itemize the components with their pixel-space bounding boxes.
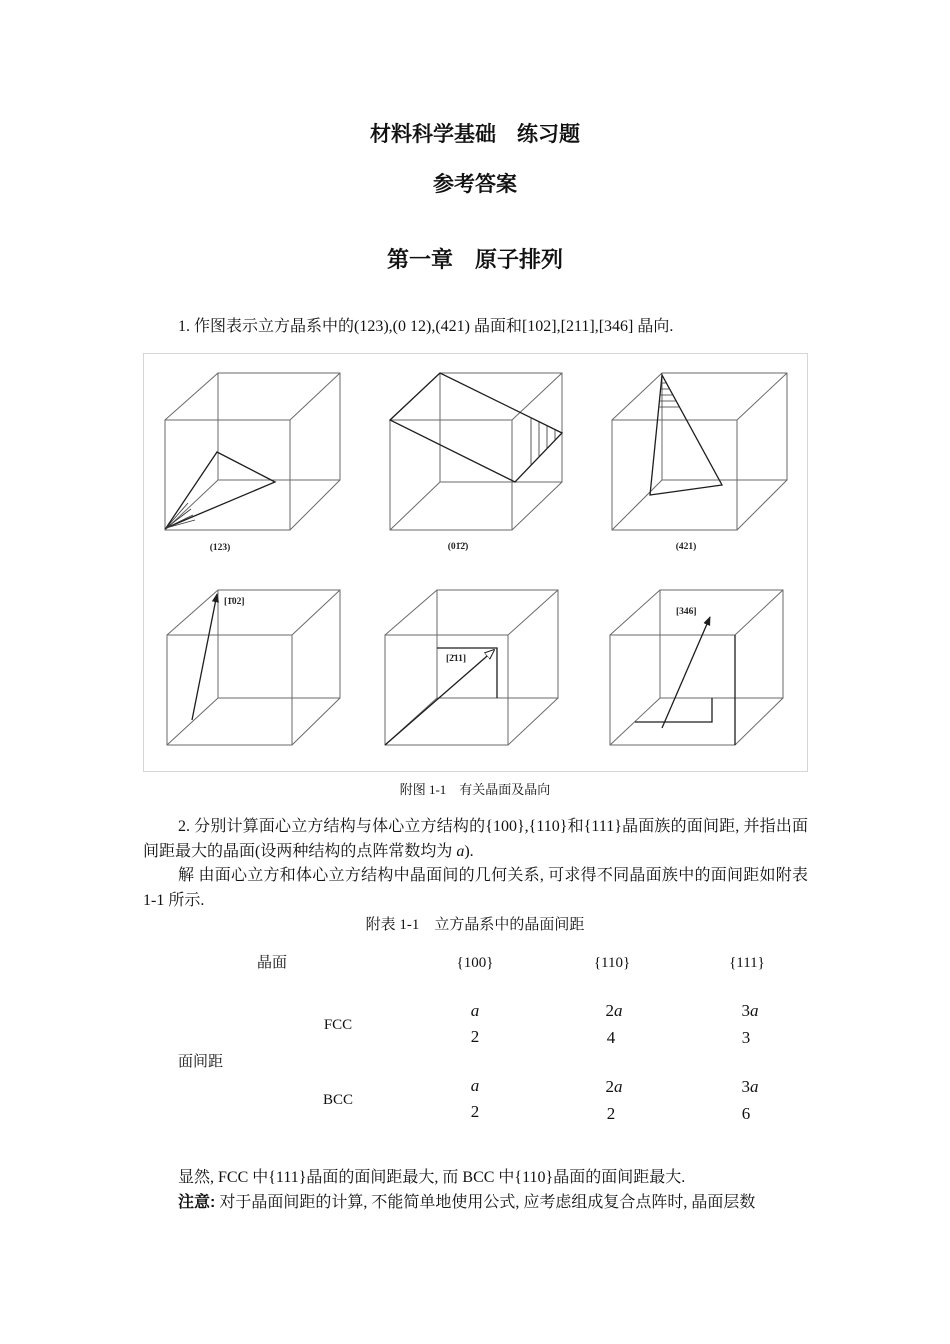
- table-header-col: {110}: [593, 955, 631, 971]
- direction-346-arrow: [662, 617, 710, 728]
- plane-421-triangle: [650, 375, 722, 495]
- plane-123-triangle: [166, 452, 275, 528]
- question-2-text-end: ).: [464, 843, 474, 860]
- fraction-numerator: [579, 1076, 649, 1098]
- var: a: [470, 1001, 480, 1020]
- cube-plane-012: [390, 373, 562, 552]
- plane-012-hatching: [531, 418, 555, 465]
- coef: 3: [741, 1077, 750, 1096]
- document-subtitle: 参考答案: [433, 173, 517, 196]
- fraction-denominator: 3: [741, 1028, 751, 1047]
- table-caption: 附表 1-1 立方晶系中的晶面间距: [365, 917, 585, 933]
- cube-direction-211: [385, 590, 558, 745]
- plane-421-label: (421): [675, 542, 697, 552]
- note-label: 注意:: [178, 1194, 216, 1211]
- fraction-denominator: 2: [470, 1102, 480, 1121]
- table-row-name: FCC: [323, 1017, 353, 1033]
- fraction-denominator: 4: [606, 1028, 616, 1047]
- cube-plane-421: [612, 373, 787, 552]
- figure-frame: [144, 354, 808, 772]
- table-row-name: BCC: [322, 1092, 353, 1108]
- table-header-col: {111}: [729, 955, 765, 971]
- var: a: [750, 1001, 759, 1020]
- var: a: [614, 1001, 623, 1020]
- plane-012-label: (01̄2̄): [447, 542, 469, 552]
- fraction-numerator: [715, 1000, 785, 1022]
- table-header-col: {100}: [456, 955, 494, 971]
- lattice-constant-var: a: [456, 843, 465, 860]
- note-text: 对于晶面间距的计算, 不能简单地使用公式, 应考虑组成复合点阵时, 晶面层数: [215, 1194, 756, 1211]
- var: a: [750, 1077, 759, 1096]
- fraction-numerator: [715, 1076, 785, 1098]
- note-paragraph: [143, 1190, 808, 1215]
- document-title: 材料科学基础 练习题: [370, 123, 580, 146]
- solution-paragraph: 解 由面心立方和体心立方结构中晶面间的几何关系, 可求得不同晶面族中的面间距如附表 1-1 所示.: [143, 867, 808, 909]
- cube-plane-123: [165, 373, 340, 553]
- question-2-text: 2. 分别计算面心立方结构与体心立方结构的{100},{110}和{111}晶面族的面间距, 并指出面间距最大的晶面(设两种结构的点阵常数均为: [143, 818, 808, 860]
- figure-caption: 附图 1-1 有关晶面及晶向: [399, 782, 551, 797]
- fraction-denominator: 6: [741, 1104, 751, 1123]
- coef: 3: [741, 1001, 750, 1020]
- fraction-numerator: [440, 1000, 510, 1022]
- direction-102-label: [1̄02]: [224, 597, 245, 607]
- cube-edges: [612, 373, 787, 530]
- cube-edges: [167, 590, 340, 745]
- cube-direction-102: [167, 590, 340, 745]
- question-2: [143, 814, 808, 864]
- question-1: 1. 作图表示立方晶系中的(123),(0 12),(421) 晶面和[102],[211],[346] 晶向.: [178, 318, 674, 335]
- var: a: [470, 1076, 480, 1095]
- table-row-group-label: 面间距: [178, 1054, 224, 1070]
- cube-direction-346: [610, 590, 783, 745]
- direction-211-label: [2̄11]: [446, 654, 467, 664]
- cube-edges: [165, 373, 340, 530]
- table-header-label: 晶面: [256, 955, 287, 971]
- crystal-planes-figure: [143, 353, 808, 772]
- direction-346-label: [346]: [676, 607, 697, 617]
- plane-012-quad: [390, 373, 562, 482]
- coef: 2: [605, 1077, 614, 1096]
- fraction-denominator: 2: [606, 1104, 616, 1123]
- conclusion-paragraph: 显然, FCC 中{111}晶面的面间距最大, 而 BCC 中{110}晶面的面间距最大.: [178, 1169, 686, 1186]
- plane-123-label: (123): [209, 543, 231, 553]
- var: a: [614, 1077, 623, 1096]
- fraction-numerator: [440, 1075, 510, 1097]
- coef: 2: [605, 1001, 614, 1020]
- chapter-heading: 第一章 原子排列: [386, 247, 563, 272]
- fraction-numerator: [579, 1000, 649, 1022]
- direction-102-arrow: [192, 594, 217, 720]
- fraction-denominator: 2: [470, 1027, 480, 1046]
